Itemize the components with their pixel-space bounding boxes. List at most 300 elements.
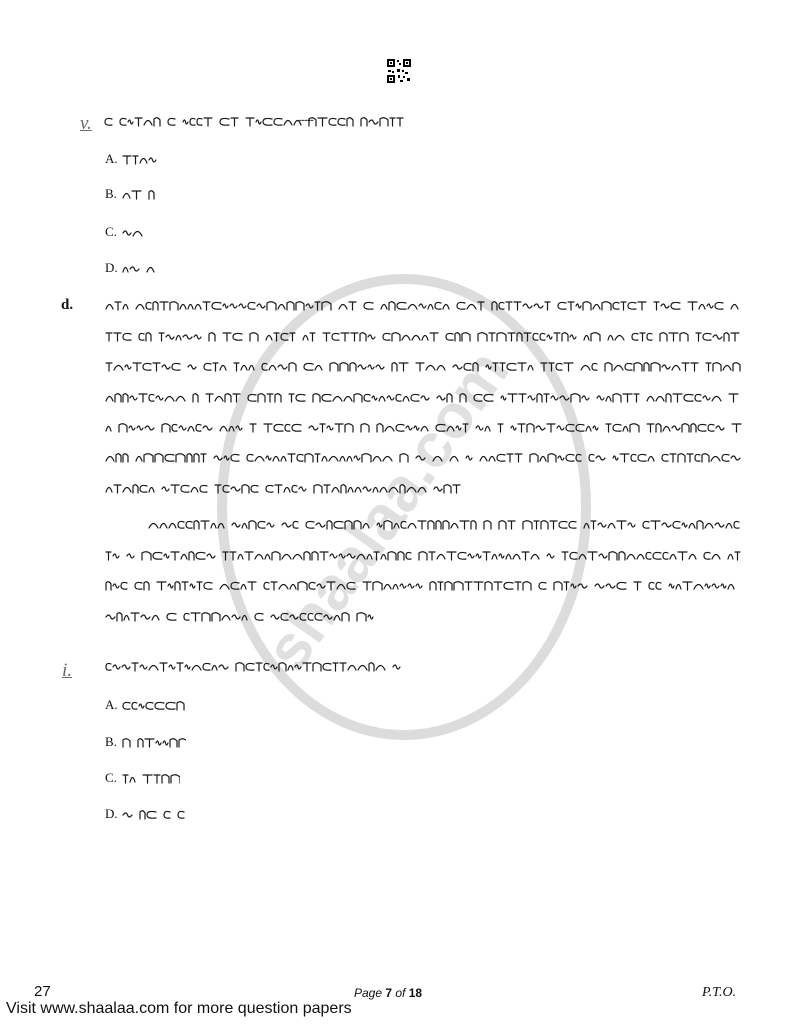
- script-glyph: [534, 304, 543, 308]
- script-glyph: [145, 739, 154, 747]
- script-glyph: [287, 302, 294, 310]
- script-glyph: [290, 585, 296, 590]
- script-glyph: [735, 552, 740, 560]
- script-glyph: [179, 426, 186, 430]
- script-glyph: [589, 454, 594, 461]
- script-glyph: [140, 485, 147, 492]
- script-glyph: [408, 524, 416, 529]
- script-glyph: [114, 366, 123, 371]
- script-glyph: [694, 585, 703, 590]
- script-glyph: [705, 524, 713, 529]
- script-glyph: [597, 396, 604, 400]
- script-glyph: [377, 424, 383, 432]
- script-glyph: [558, 302, 566, 309]
- script-glyph: [290, 615, 298, 619]
- script-glyph: [347, 118, 353, 126]
- script-glyph: [606, 424, 611, 432]
- script-glyph: [620, 454, 629, 462]
- script-glyph: [513, 555, 520, 560]
- script-glyph: [560, 396, 569, 400]
- script-glyph: [172, 424, 177, 431]
- script-glyph: [592, 363, 597, 370]
- script-glyph: [414, 426, 419, 430]
- script-glyph: [528, 366, 533, 371]
- script-glyph: [247, 454, 253, 461]
- script-glyph: [713, 335, 722, 339]
- script-glyph: [564, 582, 569, 590]
- script-glyph: [688, 302, 697, 310]
- script-glyph: [300, 613, 306, 620]
- script-glyph: [558, 456, 564, 460]
- script-glyph: [397, 302, 406, 309]
- script-glyph: [631, 454, 636, 461]
- script-glyph: [165, 397, 174, 402]
- script-glyph: [554, 582, 562, 590]
- script-glyph: [132, 663, 138, 671]
- script-glyph: [123, 231, 131, 235]
- script-glyph: [192, 666, 201, 671]
- script-glyph: [130, 778, 135, 783]
- script-glyph: [258, 521, 265, 528]
- script-glyph: [297, 454, 303, 461]
- script-glyph: [451, 524, 458, 529]
- script-glyph: [349, 302, 356, 310]
- script-glyph: [369, 663, 374, 671]
- script-glyph: [194, 521, 199, 529]
- script-glyph: [364, 394, 370, 401]
- script-glyph: [183, 120, 188, 124]
- script-glyph: [340, 363, 348, 371]
- script-glyph: [160, 524, 167, 529]
- script-glyph: [224, 456, 229, 460]
- question-v-option-a-text: [122, 152, 160, 166]
- script-glyph: [121, 582, 127, 589]
- script-glyph: [530, 454, 538, 462]
- script-glyph: [654, 302, 659, 310]
- script-glyph: [170, 302, 178, 310]
- script-glyph: [223, 552, 228, 560]
- question-v-marker: v.: [80, 113, 92, 134]
- script-glyph: [133, 232, 142, 237]
- script-glyph: [344, 397, 352, 402]
- script-glyph: [545, 302, 550, 310]
- script-glyph: [661, 304, 669, 308]
- script-glyph: [282, 555, 291, 560]
- script-glyph: [136, 305, 144, 310]
- script-glyph: [638, 302, 646, 310]
- script-glyph: [617, 582, 626, 589]
- script-glyph: [651, 521, 660, 529]
- script-glyph: [304, 552, 310, 560]
- script-glyph: [400, 454, 408, 462]
- script-glyph: [476, 554, 481, 558]
- script-glyph: [368, 615, 373, 619]
- script-glyph: [364, 302, 373, 309]
- script-glyph: [309, 582, 315, 589]
- script-glyph: [383, 457, 392, 462]
- script-glyph: [489, 333, 495, 341]
- script-glyph: [354, 521, 361, 529]
- script-glyph: [149, 158, 156, 162]
- script-glyph: [233, 333, 242, 340]
- script-glyph: [318, 118, 327, 126]
- script-glyph: [593, 305, 600, 310]
- script-glyph: [264, 424, 272, 432]
- script-glyph: [166, 702, 175, 709]
- script-glyph: [728, 555, 733, 560]
- script-glyph: [179, 739, 186, 747]
- script-glyph: [443, 521, 449, 529]
- script-glyph: [220, 585, 229, 590]
- script-glyph: [713, 363, 721, 371]
- script-glyph: [551, 396, 558, 400]
- script-glyph: [123, 775, 128, 783]
- script-glyph: [231, 454, 239, 461]
- passage-line: [105, 450, 745, 464]
- script-glyph: [156, 396, 163, 400]
- script-glyph: [135, 118, 142, 126]
- script-glyph: [471, 521, 476, 529]
- script-glyph: [584, 524, 589, 529]
- script-glyph: [153, 363, 160, 371]
- script-glyph: [566, 424, 574, 431]
- script-glyph: [281, 333, 288, 340]
- script-glyph: [183, 335, 192, 339]
- script-glyph: [114, 485, 121, 493]
- script-glyph: [634, 394, 639, 402]
- script-glyph: [122, 665, 130, 669]
- script-glyph: [680, 333, 688, 341]
- script-glyph: [190, 584, 195, 588]
- script-glyph: [278, 305, 285, 310]
- script-glyph: [591, 333, 600, 341]
- script-glyph: [467, 305, 476, 310]
- script-glyph: [712, 584, 719, 588]
- script-glyph: [360, 333, 366, 341]
- script-glyph: [139, 333, 144, 340]
- script-glyph: [584, 336, 589, 341]
- script-glyph: [144, 582, 149, 590]
- script-glyph: [416, 363, 424, 371]
- question-i-option-d: D.: [105, 806, 118, 821]
- script-glyph: [695, 394, 701, 401]
- script-glyph: [434, 487, 442, 491]
- script-glyph: [140, 159, 147, 164]
- script-glyph: [123, 268, 128, 273]
- script-glyph: [453, 485, 460, 493]
- script-glyph: [474, 582, 483, 590]
- script-glyph: [576, 454, 581, 461]
- script-glyph: [729, 394, 738, 402]
- script-glyph: [149, 524, 158, 529]
- script-glyph: [556, 363, 562, 370]
- script-glyph: [630, 424, 639, 432]
- script-glyph: [329, 118, 336, 125]
- script-glyph: [123, 333, 131, 340]
- script-glyph: [453, 365, 462, 369]
- script-glyph: [241, 585, 246, 590]
- script-glyph: [358, 365, 366, 369]
- script-glyph: [162, 487, 169, 491]
- script-glyph: [225, 394, 231, 402]
- script-glyph: [647, 333, 652, 340]
- script-glyph: [634, 363, 642, 371]
- script-glyph: [130, 267, 139, 271]
- script-glyph: [606, 397, 611, 402]
- script-glyph: [539, 582, 546, 589]
- script-glyph: [403, 397, 409, 402]
- script-glyph: [373, 582, 382, 590]
- script-glyph: [123, 454, 128, 462]
- question-i-marker: i.: [62, 660, 73, 681]
- script-glyph: [135, 582, 142, 589]
- script-glyph: [619, 552, 625, 560]
- script-glyph: [322, 394, 331, 401]
- script-glyph: [499, 302, 504, 309]
- script-glyph: [164, 554, 169, 558]
- script-glyph: [476, 426, 483, 430]
- script-glyph: [522, 552, 529, 560]
- script-glyph: [284, 488, 290, 493]
- script-glyph: [691, 363, 698, 371]
- script-glyph: [267, 302, 276, 310]
- script-glyph: [602, 302, 611, 310]
- script-glyph: [559, 521, 567, 528]
- script-glyph: [699, 305, 705, 310]
- question-i-option-b-text: [122, 735, 186, 749]
- script-glyph: [246, 118, 254, 126]
- script-glyph: [613, 456, 618, 460]
- script-glyph: [144, 454, 153, 462]
- script-glyph: [625, 363, 632, 370]
- script-glyph: [653, 552, 661, 559]
- passage-line: [105, 390, 745, 404]
- script-glyph: [418, 488, 426, 493]
- script-glyph: [342, 613, 349, 621]
- script-glyph: [400, 485, 405, 493]
- script-glyph: [306, 304, 313, 308]
- script-glyph: [165, 454, 174, 461]
- passage-line: [105, 298, 745, 312]
- script-glyph: [473, 363, 478, 371]
- script-glyph: [162, 424, 170, 432]
- script-glyph: [149, 488, 154, 493]
- script-glyph: [518, 424, 525, 432]
- script-glyph: [613, 302, 619, 309]
- question-i-option-a: A.: [105, 697, 118, 712]
- site-note-link[interactable]: Visit www.shaalaa.com for more question papers: [6, 1000, 352, 1017]
- script-glyph: [152, 616, 159, 621]
- script-glyph: [458, 552, 466, 559]
- script-glyph: [204, 582, 212, 589]
- script-glyph: [457, 302, 465, 309]
- script-glyph: [295, 665, 301, 669]
- script-glyph: [341, 333, 349, 341]
- script-glyph: [731, 456, 740, 460]
- passage-line: [148, 517, 745, 531]
- script-text-block: [104, 114, 404, 128]
- script-glyph: [106, 457, 114, 462]
- script-glyph: [246, 663, 254, 670]
- script-glyph: [515, 454, 522, 462]
- script-glyph: [350, 363, 356, 371]
- script-glyph: [201, 521, 209, 529]
- script-glyph: [296, 302, 304, 310]
- script-glyph: [188, 305, 193, 310]
- script-glyph: [194, 454, 199, 462]
- script-glyph: [537, 394, 542, 402]
- script-glyph: [145, 426, 154, 430]
- page-indicator: Page 7 of 18: [354, 986, 423, 1000]
- script-glyph: [637, 555, 644, 560]
- script-glyph: [255, 555, 263, 560]
- script-glyph: [623, 394, 632, 402]
- script-glyph: [433, 457, 442, 462]
- script-glyph: [223, 485, 229, 492]
- script-glyph: [245, 552, 253, 560]
- script-glyph: [232, 615, 240, 619]
- script-glyph: [317, 584, 325, 588]
- script-glyph: [419, 304, 426, 308]
- script-glyph: [106, 552, 111, 560]
- script-glyph: [273, 457, 279, 462]
- script-glyph: [504, 582, 513, 589]
- script-glyph: [628, 523, 635, 527]
- script-glyph: [138, 739, 143, 747]
- script-glyph: [499, 554, 504, 558]
- script-glyph: [362, 454, 371, 462]
- script-glyph: [341, 485, 346, 493]
- script-glyph: [614, 366, 623, 371]
- script-glyph: [123, 156, 131, 164]
- script-glyph: [140, 811, 145, 819]
- script-glyph: [171, 552, 179, 560]
- question-i-stem: [105, 659, 401, 673]
- script-glyph: [123, 394, 128, 402]
- script-glyph: [338, 118, 345, 125]
- script-glyph: [193, 394, 198, 402]
- script-glyph: [429, 552, 435, 560]
- script-glyph: [354, 456, 360, 460]
- script-glyph: [419, 552, 427, 560]
- script-glyph: [586, 427, 591, 432]
- script-glyph: [506, 555, 511, 560]
- script-glyph: [128, 120, 133, 124]
- script-glyph: [430, 582, 436, 590]
- script-glyph: [662, 523, 671, 527]
- passage-line: [105, 578, 745, 592]
- script-glyph: [351, 333, 358, 341]
- script-glyph: [456, 426, 461, 430]
- script-glyph: [334, 521, 343, 528]
- script-glyph: [272, 552, 280, 560]
- script-glyph: [242, 616, 247, 621]
- script-glyph: [123, 739, 130, 747]
- script-glyph: [251, 485, 258, 492]
- script-glyph: [234, 363, 239, 371]
- script-glyph: [517, 333, 522, 341]
- script-glyph: [197, 118, 202, 125]
- script-glyph: [333, 397, 342, 402]
- script-glyph: [527, 424, 534, 432]
- script-glyph: [167, 613, 176, 620]
- script-glyph: [437, 396, 445, 400]
- script-glyph: [160, 663, 167, 671]
- script-glyph: [279, 663, 286, 671]
- script-glyph: [250, 333, 258, 341]
- script-glyph: [155, 454, 163, 462]
- script-glyph: [169, 665, 175, 669]
- script-glyph: [384, 521, 392, 529]
- script-glyph: [411, 394, 419, 401]
- script-glyph: [146, 702, 153, 709]
- script-glyph: [497, 454, 505, 461]
- script-glyph: [407, 488, 416, 493]
- script-glyph: [191, 613, 200, 621]
- script-glyph: [715, 302, 723, 309]
- script-glyph: [695, 454, 700, 461]
- script-glyph: [139, 394, 147, 402]
- script-glyph: [678, 454, 685, 462]
- script-glyph: [728, 585, 734, 590]
- script-glyph: [266, 336, 272, 341]
- script-glyph: [250, 424, 256, 432]
- script-glyph: [274, 118, 282, 125]
- script-glyph: [683, 582, 692, 590]
- script-glyph: [497, 333, 506, 341]
- script-glyph: [288, 454, 295, 462]
- script-glyph: [162, 775, 169, 783]
- script-glyph: [120, 118, 126, 125]
- script-glyph: [361, 424, 369, 432]
- script-glyph: [485, 427, 490, 432]
- script-glyph: [163, 741, 168, 745]
- script-glyph: [203, 302, 210, 310]
- script-glyph: [663, 552, 668, 559]
- script-glyph: [588, 552, 597, 560]
- script-glyph: [400, 584, 406, 588]
- script-glyph: [204, 118, 212, 126]
- script-glyph: [377, 523, 382, 527]
- script-glyph: [593, 426, 598, 430]
- script-glyph: [703, 396, 710, 400]
- script-glyph: [416, 456, 425, 460]
- script-glyph: [663, 427, 670, 432]
- script-glyph: [292, 424, 301, 431]
- script-glyph: [721, 584, 726, 588]
- script-glyph: [566, 454, 574, 461]
- script-glyph: [194, 335, 201, 339]
- script-glyph: [462, 333, 470, 341]
- script-glyph: [623, 427, 628, 432]
- script-glyph: [329, 457, 338, 462]
- script-glyph: [687, 454, 693, 462]
- script-glyph: [406, 552, 411, 559]
- script-glyph: [478, 333, 487, 341]
- script-glyph: [143, 363, 151, 370]
- script-glyph: [324, 485, 330, 493]
- script-glyph: [293, 555, 302, 560]
- script-glyph: [489, 457, 495, 462]
- script-glyph: [708, 424, 714, 431]
- script-glyph: [149, 191, 154, 199]
- script-glyph: [724, 333, 729, 341]
- script-glyph: [322, 457, 327, 462]
- script-glyph: [515, 582, 521, 590]
- script-glyph: [401, 521, 406, 528]
- script-glyph: [390, 118, 395, 126]
- script-glyph: [562, 333, 568, 341]
